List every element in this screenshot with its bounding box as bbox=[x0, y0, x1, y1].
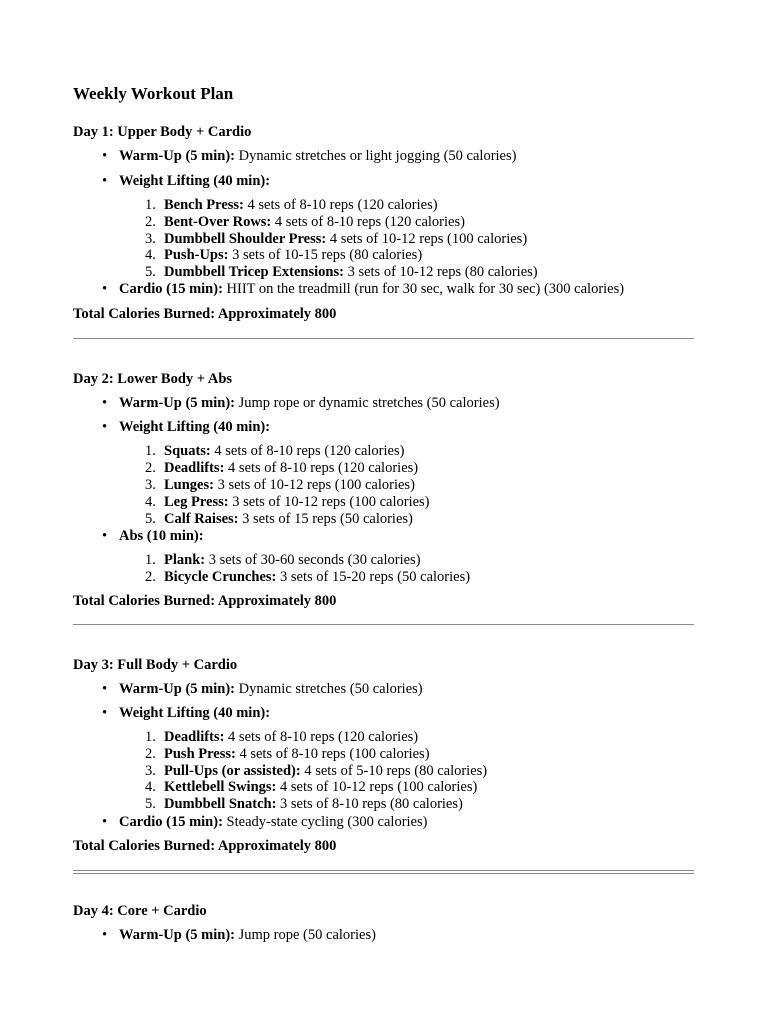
warmup-label: Warm-Up (5 min): bbox=[119, 395, 235, 411]
abs-item bbox=[102, 528, 204, 545]
section-divider bbox=[73, 870, 694, 874]
exercise-item bbox=[145, 729, 418, 746]
list-number: 2. bbox=[145, 569, 156, 585]
exercise-item bbox=[145, 197, 438, 214]
warmup-label: Warm-Up (5 min): bbox=[119, 681, 235, 697]
exercise-detail: 4 sets of 8-10 reps (120 calories) bbox=[271, 214, 465, 230]
exercise-name: Bench Press: bbox=[164, 197, 244, 213]
list-number: 1. bbox=[145, 729, 156, 745]
weight-lifting-label: Weight Lifting (40 min): bbox=[119, 705, 271, 721]
exercise-name: Deadlifts: bbox=[164, 460, 225, 476]
list-number: 4. bbox=[145, 494, 156, 510]
bullet-icon: • bbox=[102, 814, 108, 830]
exercise-name: Pull-Ups (or assisted): bbox=[164, 763, 301, 779]
exercise-item bbox=[145, 763, 487, 780]
bullet-icon: • bbox=[102, 927, 108, 943]
exercise-item bbox=[145, 247, 422, 264]
exercise-item bbox=[145, 511, 413, 528]
weight-lifting-label: Weight Lifting (40 min): bbox=[119, 419, 271, 435]
exercise-item bbox=[145, 214, 465, 231]
list-number: 5. bbox=[145, 264, 156, 280]
bullet-icon: • bbox=[102, 148, 108, 164]
bullet-icon: • bbox=[102, 173, 108, 189]
exercise-detail: 4 sets of 8-10 reps (120 calories) bbox=[243, 197, 438, 213]
day-heading: Day 1: Upper Body + Cardio bbox=[73, 124, 252, 140]
exercise-name: Push Press: bbox=[164, 746, 236, 762]
cardio-text: HIIT on the treadmill (run for 30 sec, walk for 30 sec) (300 calories) bbox=[222, 281, 625, 297]
exercise-name: Lunges: bbox=[164, 477, 214, 493]
warmup-item bbox=[102, 148, 516, 165]
warmup-label: Warm-Up (5 min): bbox=[119, 148, 235, 164]
exercise-name: Kettlebell Swings: bbox=[164, 779, 277, 795]
exercise-detail: 4 sets of 10-12 reps (100 calories) bbox=[326, 231, 528, 247]
warmup-text: Jump rope (50 calories) bbox=[235, 927, 376, 943]
warmup-text: Dynamic stretches (50 calories) bbox=[235, 681, 423, 697]
day-heading: Day 3: Full Body + Cardio bbox=[73, 657, 238, 673]
exercise-item bbox=[145, 746, 430, 763]
exercise-detail: 3 sets of 8-10 reps (80 calories) bbox=[276, 796, 463, 812]
abs-exercise-item bbox=[145, 552, 421, 569]
bullet-icon: • bbox=[102, 395, 108, 411]
list-number: 5. bbox=[145, 511, 156, 527]
exercise-detail: 3 sets of 30-60 seconds (30 calories) bbox=[205, 552, 421, 568]
bullet-icon: • bbox=[102, 419, 108, 435]
exercise-name: Deadlifts: bbox=[164, 729, 225, 745]
list-number: 1. bbox=[145, 197, 156, 213]
exercise-item bbox=[145, 477, 415, 494]
exercise-detail: 3 sets of 15-20 reps (50 calories) bbox=[276, 569, 471, 585]
warmup-text: Jump rope or dynamic stretches (50 calories) bbox=[235, 395, 500, 411]
exercise-detail: 4 sets of 8-10 reps (120 calories) bbox=[224, 729, 419, 745]
exercise-item bbox=[145, 796, 463, 813]
section-divider bbox=[73, 338, 694, 339]
list-number: 2. bbox=[145, 746, 156, 762]
bullet-icon: • bbox=[102, 681, 108, 697]
total-calories: Total Calories Burned: Approximately 800 bbox=[73, 306, 337, 322]
exercise-item bbox=[145, 231, 527, 248]
exercise-name: Calf Raises: bbox=[164, 511, 239, 527]
document-title: Weekly Workout Plan bbox=[73, 84, 234, 103]
exercise-name: Dumbbell Snatch: bbox=[164, 796, 277, 812]
exercise-name: Leg Press: bbox=[164, 494, 229, 510]
cardio-label: Cardio (15 min): bbox=[119, 281, 223, 297]
bullet-icon: • bbox=[102, 705, 108, 721]
section-divider bbox=[73, 624, 694, 625]
exercise-item bbox=[145, 494, 430, 511]
bullet-icon: • bbox=[102, 528, 108, 544]
weight-lifting-label: Weight Lifting (40 min): bbox=[119, 173, 271, 189]
exercise-detail: 3 sets of 10-15 reps (80 calories) bbox=[228, 247, 423, 263]
exercise-name: Push-Ups: bbox=[164, 247, 229, 263]
list-number: 1. bbox=[145, 443, 156, 459]
exercise-detail: 4 sets of 8-10 reps (120 calories) bbox=[224, 460, 419, 476]
abs-label: Abs (10 min): bbox=[119, 528, 204, 544]
list-number: 4. bbox=[145, 779, 156, 795]
list-number: 4. bbox=[145, 247, 156, 263]
exercise-detail: 3 sets of 10-12 reps (100 calories) bbox=[213, 477, 415, 493]
exercise-item bbox=[145, 460, 418, 477]
day-heading: Day 2: Lower Body + Abs bbox=[73, 371, 233, 387]
exercise-name: Squats: bbox=[164, 443, 211, 459]
total-calories: Total Calories Burned: Approximately 800 bbox=[73, 838, 337, 854]
warmup-item bbox=[102, 395, 500, 412]
warmup-text: Dynamic stretches or light jogging (50 calories) bbox=[235, 148, 517, 164]
list-number: 3. bbox=[145, 231, 156, 247]
warmup-item bbox=[102, 681, 423, 698]
exercise-detail: 3 sets of 10-12 reps (80 calories) bbox=[343, 264, 538, 280]
exercise-name: Bicycle Crunches: bbox=[164, 569, 277, 585]
abs-exercise-item bbox=[145, 569, 470, 586]
exercise-name: Dumbbell Tricep Extensions: bbox=[164, 264, 344, 280]
exercise-item bbox=[145, 443, 404, 460]
exercise-name: Bent-Over Rows: bbox=[164, 214, 272, 230]
exercise-detail: 4 sets of 5-10 reps (80 calories) bbox=[300, 763, 488, 779]
exercise-name: Dumbbell Shoulder Press: bbox=[164, 231, 327, 247]
warmup-label: Warm-Up (5 min): bbox=[119, 927, 235, 943]
exercise-detail: 3 sets of 10-12 reps (100 calories) bbox=[228, 494, 430, 510]
list-number: 3. bbox=[145, 763, 156, 779]
exercise-name: Plank: bbox=[164, 552, 206, 568]
exercise-detail: 4 sets of 8-10 reps (120 calories) bbox=[210, 443, 405, 459]
weight-lifting-item bbox=[102, 419, 270, 436]
weight-lifting-item bbox=[102, 173, 270, 190]
exercise-item bbox=[145, 264, 538, 281]
cardio-item bbox=[102, 814, 427, 831]
cardio-text: Steady-state cycling (300 calories) bbox=[222, 814, 428, 830]
exercise-detail: 4 sets of 10-12 reps (100 calories) bbox=[276, 779, 478, 795]
bullet-icon: • bbox=[102, 281, 108, 297]
list-number: 3. bbox=[145, 477, 156, 493]
cardio-label: Cardio (15 min): bbox=[119, 814, 223, 830]
warmup-item bbox=[102, 927, 376, 944]
cardio-item bbox=[102, 281, 624, 298]
day-heading: Day 4: Core + Cardio bbox=[73, 903, 207, 919]
list-number: 5. bbox=[145, 796, 156, 812]
exercise-item bbox=[145, 779, 477, 796]
exercise-detail: 4 sets of 8-10 reps (100 calories) bbox=[235, 746, 430, 762]
list-number: 1. bbox=[145, 552, 156, 568]
total-calories: Total Calories Burned: Approximately 800 bbox=[73, 593, 337, 609]
exercise-detail: 3 sets of 15 reps (50 calories) bbox=[238, 511, 413, 527]
weight-lifting-item bbox=[102, 705, 270, 722]
list-number: 2. bbox=[145, 214, 156, 230]
list-number: 2. bbox=[145, 460, 156, 476]
